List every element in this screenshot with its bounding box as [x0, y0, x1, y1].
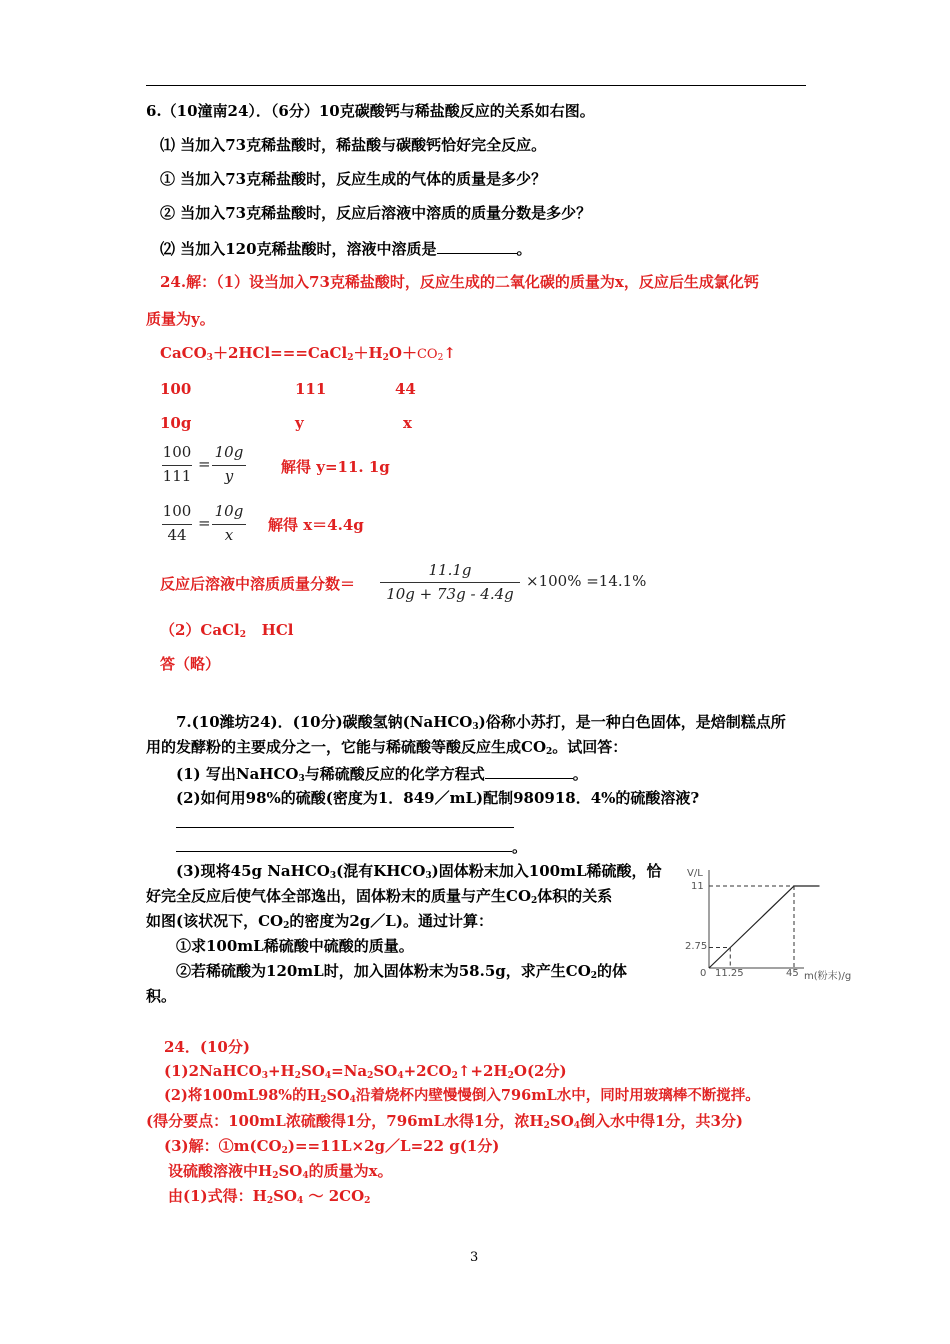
xtick-45: 45	[786, 968, 799, 979]
series-line	[709, 886, 820, 968]
origin-label: 0	[700, 968, 707, 979]
xtick-11.25: 11.25	[715, 968, 744, 979]
a6-val-y: y	[295, 414, 304, 432]
ytick-11: 11	[691, 881, 704, 892]
q7-sub3-line1: (3)现将45g NaHCO$_3$(混有$KHCO_3$)固体粉末加入100mL稀硫酸，恰	[176, 862, 662, 881]
answer-blank	[176, 835, 512, 852]
q7-sub3-q2-cont: 积。	[146, 987, 177, 1005]
a6-line1: 24.解：（1）设当加入73克稀盐酸时，反应生成的二氧化碳的质量为x，反应后生成氯化钙	[160, 273, 759, 291]
a6-equation: $CaCO_3+2HCl===CaCl_2+H_2O+CO_2↑$	[160, 344, 456, 363]
a7-line3: (得分要点：100mL浓硫酸得1分，796mL水得1分，浓$H_2SO_4$倒入水中得1分，共3分)	[146, 1112, 744, 1131]
volume-mass-chart	[684, 862, 864, 986]
a6-mass-111: 111	[295, 380, 327, 398]
a6-part2: （2）CaCl$_2$ HCl	[160, 621, 294, 640]
a6-solve-x: 解得 x＝4.4g	[268, 516, 364, 534]
a6-fraction-2: 100 44 = 10g x	[162, 502, 252, 548]
a6-fraction-1: 100 111 = 10g y	[162, 443, 252, 489]
a6-mass-100: 100	[160, 380, 192, 398]
q7-sub3-q1: ①求100mL稀硫酸中硫酸的质量。	[176, 937, 414, 955]
a7-head: 24．(10分)	[164, 1038, 250, 1056]
a7-line4: (3)解：$①m(CO_2)==11L\times 2g/L=22$ g(1分)	[164, 1137, 500, 1156]
a6-val-x: x	[403, 414, 412, 432]
a6-mass-44: 44	[395, 380, 416, 398]
answer-line-1	[176, 827, 514, 828]
q7-sub2-line2: 。	[176, 835, 527, 857]
q7-sub3-line2: 好完全反应后使气体全部逸出，固体粉末的质量与产生$CO_2$体积的关系	[146, 887, 613, 906]
x-axis-label: m(粉末)/g	[804, 971, 852, 982]
q6-part2-suffix: 。	[516, 240, 532, 258]
q7-sub3-line3: 如图(该状况下，$CO_2$的密度为2g／L)。通过计算：	[146, 912, 493, 931]
answer-blank	[437, 237, 517, 254]
q6-part1b: ② 当加入73克稀盐酸时，反应后溶液中溶质的质量分数是多少？	[160, 204, 592, 222]
a6-answer: 答（略）	[160, 655, 221, 673]
ytick-2.75: 2.75	[685, 941, 708, 952]
q7-sub3-q2: ②若稀硫酸为120mL时，加入固体粉末为58.5g，求产生$CO_2$的体	[176, 962, 628, 981]
a6-solve-y: 解得 y=11. 1g	[281, 458, 390, 476]
q7-sub2: (2)如何用98%的硫酸(密度为1．849／mL)配制980918．4%的硫酸溶液?	[176, 789, 700, 807]
a6-line2: 质量为y。	[146, 310, 215, 328]
q6-part1: ⑴ 当加入73克稀盐酸时，稀盐酸与碳酸钙恰好完全反应。	[160, 136, 547, 154]
q7-sub1: (1) 写出NaHCO$_3$与稀硫酸反应的化学方程式 。	[176, 762, 588, 784]
y-axis-label: V/L	[687, 868, 703, 879]
a7-line1: $(1)2NaHCO_3+H_2SO_4=Na_2SO_4+2CO_2↑+2H_2O(2$分)	[164, 1062, 567, 1081]
answer-blank	[485, 762, 573, 779]
a7-line2: (2)将100mL98%的$H_2SO_4$沿着烧杯内壁慢慢倒入796mL水中，同时用玻璃棒不断搅拌。	[164, 1087, 760, 1105]
q6-part1a: ① 当加入73克稀盐酸时，反应生成的气体的质量是多少？	[160, 170, 547, 188]
top-rule	[146, 85, 806, 86]
a7-line6: 由(1)式得：$H_2SO_4$ ～ $2CO_2$	[168, 1187, 371, 1206]
q6-part2-prefix: ⑵ 当加入120克稀盐酸时，溶液中溶质是	[160, 240, 437, 258]
a6-mass-fraction-label: 反应后溶液中溶质质量分数＝	[160, 575, 356, 593]
a6-mass-fraction-formula: 11.1g 10g + 73g - 4.4g ×100% =14.1%	[380, 561, 670, 607]
q7-intro-2: 用的发酵粉的主要成分之一，它能与稀硫酸等酸反应生成$CO_2$。试回答：	[146, 738, 628, 757]
q7-intro-1: 7.(10潍坊24)．(10分)碳酸氢钠(NaHCO$_3$)俗称小苏打，是一种白色固体，是焙制糕点所	[176, 713, 786, 732]
a7-line5: 设硫酸溶液中$H_2SO_4$的质量为x。	[168, 1162, 393, 1181]
q6-title: 6.（10潼南24）．（6分）10克碳酸钙与稀盐酸反应的关系如右图。	[146, 102, 595, 120]
page-number: 3	[470, 1250, 479, 1265]
q6-part2	[160, 237, 532, 259]
a6-val-10g: 10g	[160, 414, 192, 432]
